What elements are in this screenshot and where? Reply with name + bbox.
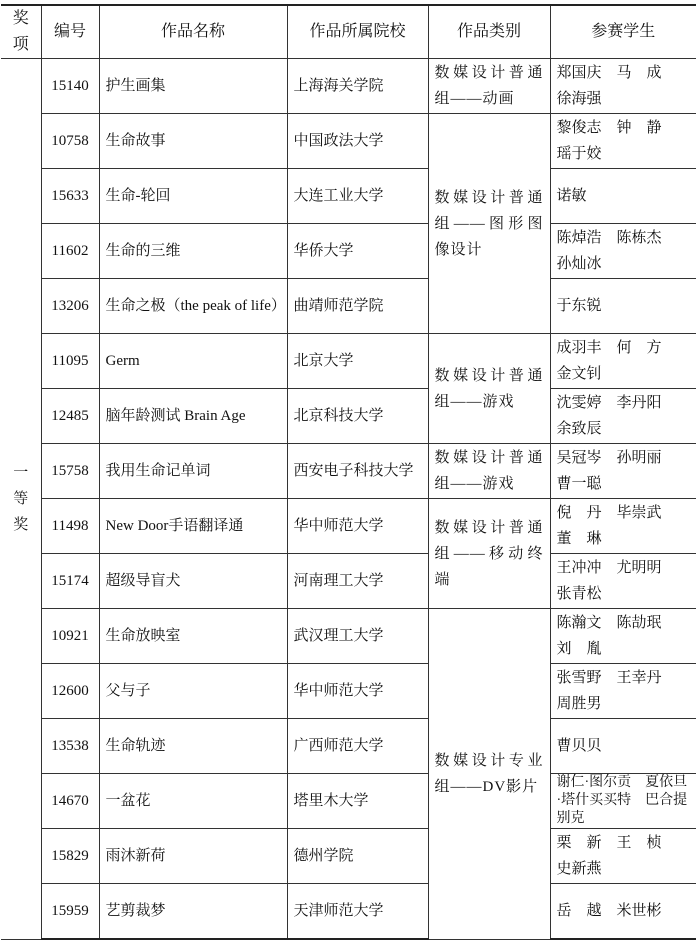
category-cell: 数媒设计普通组——动画 [428, 59, 550, 114]
table-row [1, 774, 696, 829]
header-work-name: 作品名称 [99, 5, 287, 59]
work-name-cell: 护生画集 [99, 59, 287, 114]
category-cell: 数媒设计普通组——游戏 [428, 334, 550, 444]
school-cell: 华中师范大学 [287, 664, 428, 719]
students-cell: 栗 新 王 桢 史新燕 [550, 829, 696, 884]
work-name-cell: 雨沐新荷 [99, 829, 287, 884]
students-cell: 谢仁·图尔贡 夏依旦·塔什买买特 巴合提别克 [550, 774, 696, 829]
table-row [1, 224, 696, 279]
school-cell: 中国政法大学 [287, 114, 428, 169]
work-name-cell: 生命的三维 [99, 224, 287, 279]
table-row [1, 884, 696, 940]
table-row [1, 554, 696, 609]
students-cell: 曹贝贝 [550, 719, 696, 774]
header-school: 作品所属院校 [287, 5, 428, 59]
table-row [1, 444, 696, 499]
number-cell: 10921 [41, 609, 99, 664]
school-cell: 上海海关学院 [287, 59, 428, 114]
school-cell: 西安电子科技大学 [287, 444, 428, 499]
number-cell: 15829 [41, 829, 99, 884]
work-name-cell: 超级导盲犬 [99, 554, 287, 609]
table-row [1, 389, 696, 444]
table-row [1, 719, 696, 774]
students-cell: 岳 越 米世彬 [550, 884, 696, 940]
table-row [1, 609, 696, 664]
number-cell: 15174 [41, 554, 99, 609]
table-row [1, 664, 696, 719]
number-cell: 11498 [41, 499, 99, 554]
school-cell: 华侨大学 [287, 224, 428, 279]
prize-cell: 一等奖 [1, 59, 41, 940]
category-cell: 数媒设计普通组——图形图像设计 [428, 114, 550, 334]
school-cell: 天津师范大学 [287, 884, 428, 940]
header-number: 编号 [41, 5, 99, 59]
table-row [1, 499, 696, 554]
students-cell: 沈雯婷 李丹阳 余致辰 [550, 389, 696, 444]
students-cell: 陈瀚文 陈劼珉 刘 胤 [550, 609, 696, 664]
header-prize: 奖项 [1, 5, 41, 59]
work-name-cell: 生命-轮回 [99, 169, 287, 224]
header-students: 参赛学生 [550, 5, 696, 59]
students-cell: 王冲冲 尤明明 张青松 [550, 554, 696, 609]
number-cell: 11602 [41, 224, 99, 279]
category-cell: 数媒设计专业组——DV影片 [428, 609, 550, 940]
work-name-cell: 父与子 [99, 664, 287, 719]
work-name-cell: 脑年龄测试 Brain Age [99, 389, 287, 444]
header-row [1, 5, 696, 59]
category-cell: 数媒设计普通组——移动终端 [428, 499, 550, 609]
school-cell: 武汉理工大学 [287, 609, 428, 664]
school-cell: 华中师范大学 [287, 499, 428, 554]
number-cell: 10758 [41, 114, 99, 169]
table-row [1, 59, 696, 114]
work-name-cell: 生命放映室 [99, 609, 287, 664]
number-cell: 15758 [41, 444, 99, 499]
work-name-cell: 生命故事 [99, 114, 287, 169]
students-cell: 成羽丰 何 方 金文钊 [550, 334, 696, 389]
work-name-cell: 一盆花 [99, 774, 287, 829]
table-row [1, 279, 696, 334]
school-cell: 塔里木大学 [287, 774, 428, 829]
table-row [1, 334, 696, 389]
number-cell: 15959 [41, 884, 99, 940]
number-cell: 14670 [41, 774, 99, 829]
table-row [1, 169, 696, 224]
category-cell: 数媒设计普通组——游戏 [428, 444, 550, 499]
work-name-cell: New Door手语翻译通 [99, 499, 287, 554]
school-cell: 大连工业大学 [287, 169, 428, 224]
school-cell: 德州学院 [287, 829, 428, 884]
students-cell: 张雪野 王幸丹 周胜男 [550, 664, 696, 719]
students-cell: 诺敏 [550, 169, 696, 224]
students-cell: 黎俊志 钟 静 瑶于姣 [550, 114, 696, 169]
number-cell: 15140 [41, 59, 99, 114]
work-name-cell: 生命轨迹 [99, 719, 287, 774]
number-cell: 12485 [41, 389, 99, 444]
students-cell: 于东锐 [550, 279, 696, 334]
work-name-cell: 我用生命记单词 [99, 444, 287, 499]
school-cell: 广西师范大学 [287, 719, 428, 774]
number-cell: 11095 [41, 334, 99, 389]
table-row [1, 114, 696, 169]
school-cell: 北京大学 [287, 334, 428, 389]
award-table [1, 4, 696, 940]
students-cell: 郑国庆 马 成 徐海强 [550, 59, 696, 114]
number-cell: 13538 [41, 719, 99, 774]
work-name-cell: 生命之极（the peak of life） [99, 279, 287, 334]
students-cell: 陈焯浩 陈栋杰 孙灿冰 [550, 224, 696, 279]
work-name-cell: Germ [99, 334, 287, 389]
table-row [1, 829, 696, 884]
school-cell: 北京科技大学 [287, 389, 428, 444]
number-cell: 15633 [41, 169, 99, 224]
header-category: 作品类别 [428, 5, 550, 59]
school-cell: 曲靖师范学院 [287, 279, 428, 334]
school-cell: 河南理工大学 [287, 554, 428, 609]
students-cell: 吴冠岑 孙明丽 曹一聪 [550, 444, 696, 499]
work-name-cell: 艺剪裁梦 [99, 884, 287, 940]
students-cell: 倪 丹 毕崇武 董 琳 [550, 499, 696, 554]
number-cell: 13206 [41, 279, 99, 334]
number-cell: 12600 [41, 664, 99, 719]
